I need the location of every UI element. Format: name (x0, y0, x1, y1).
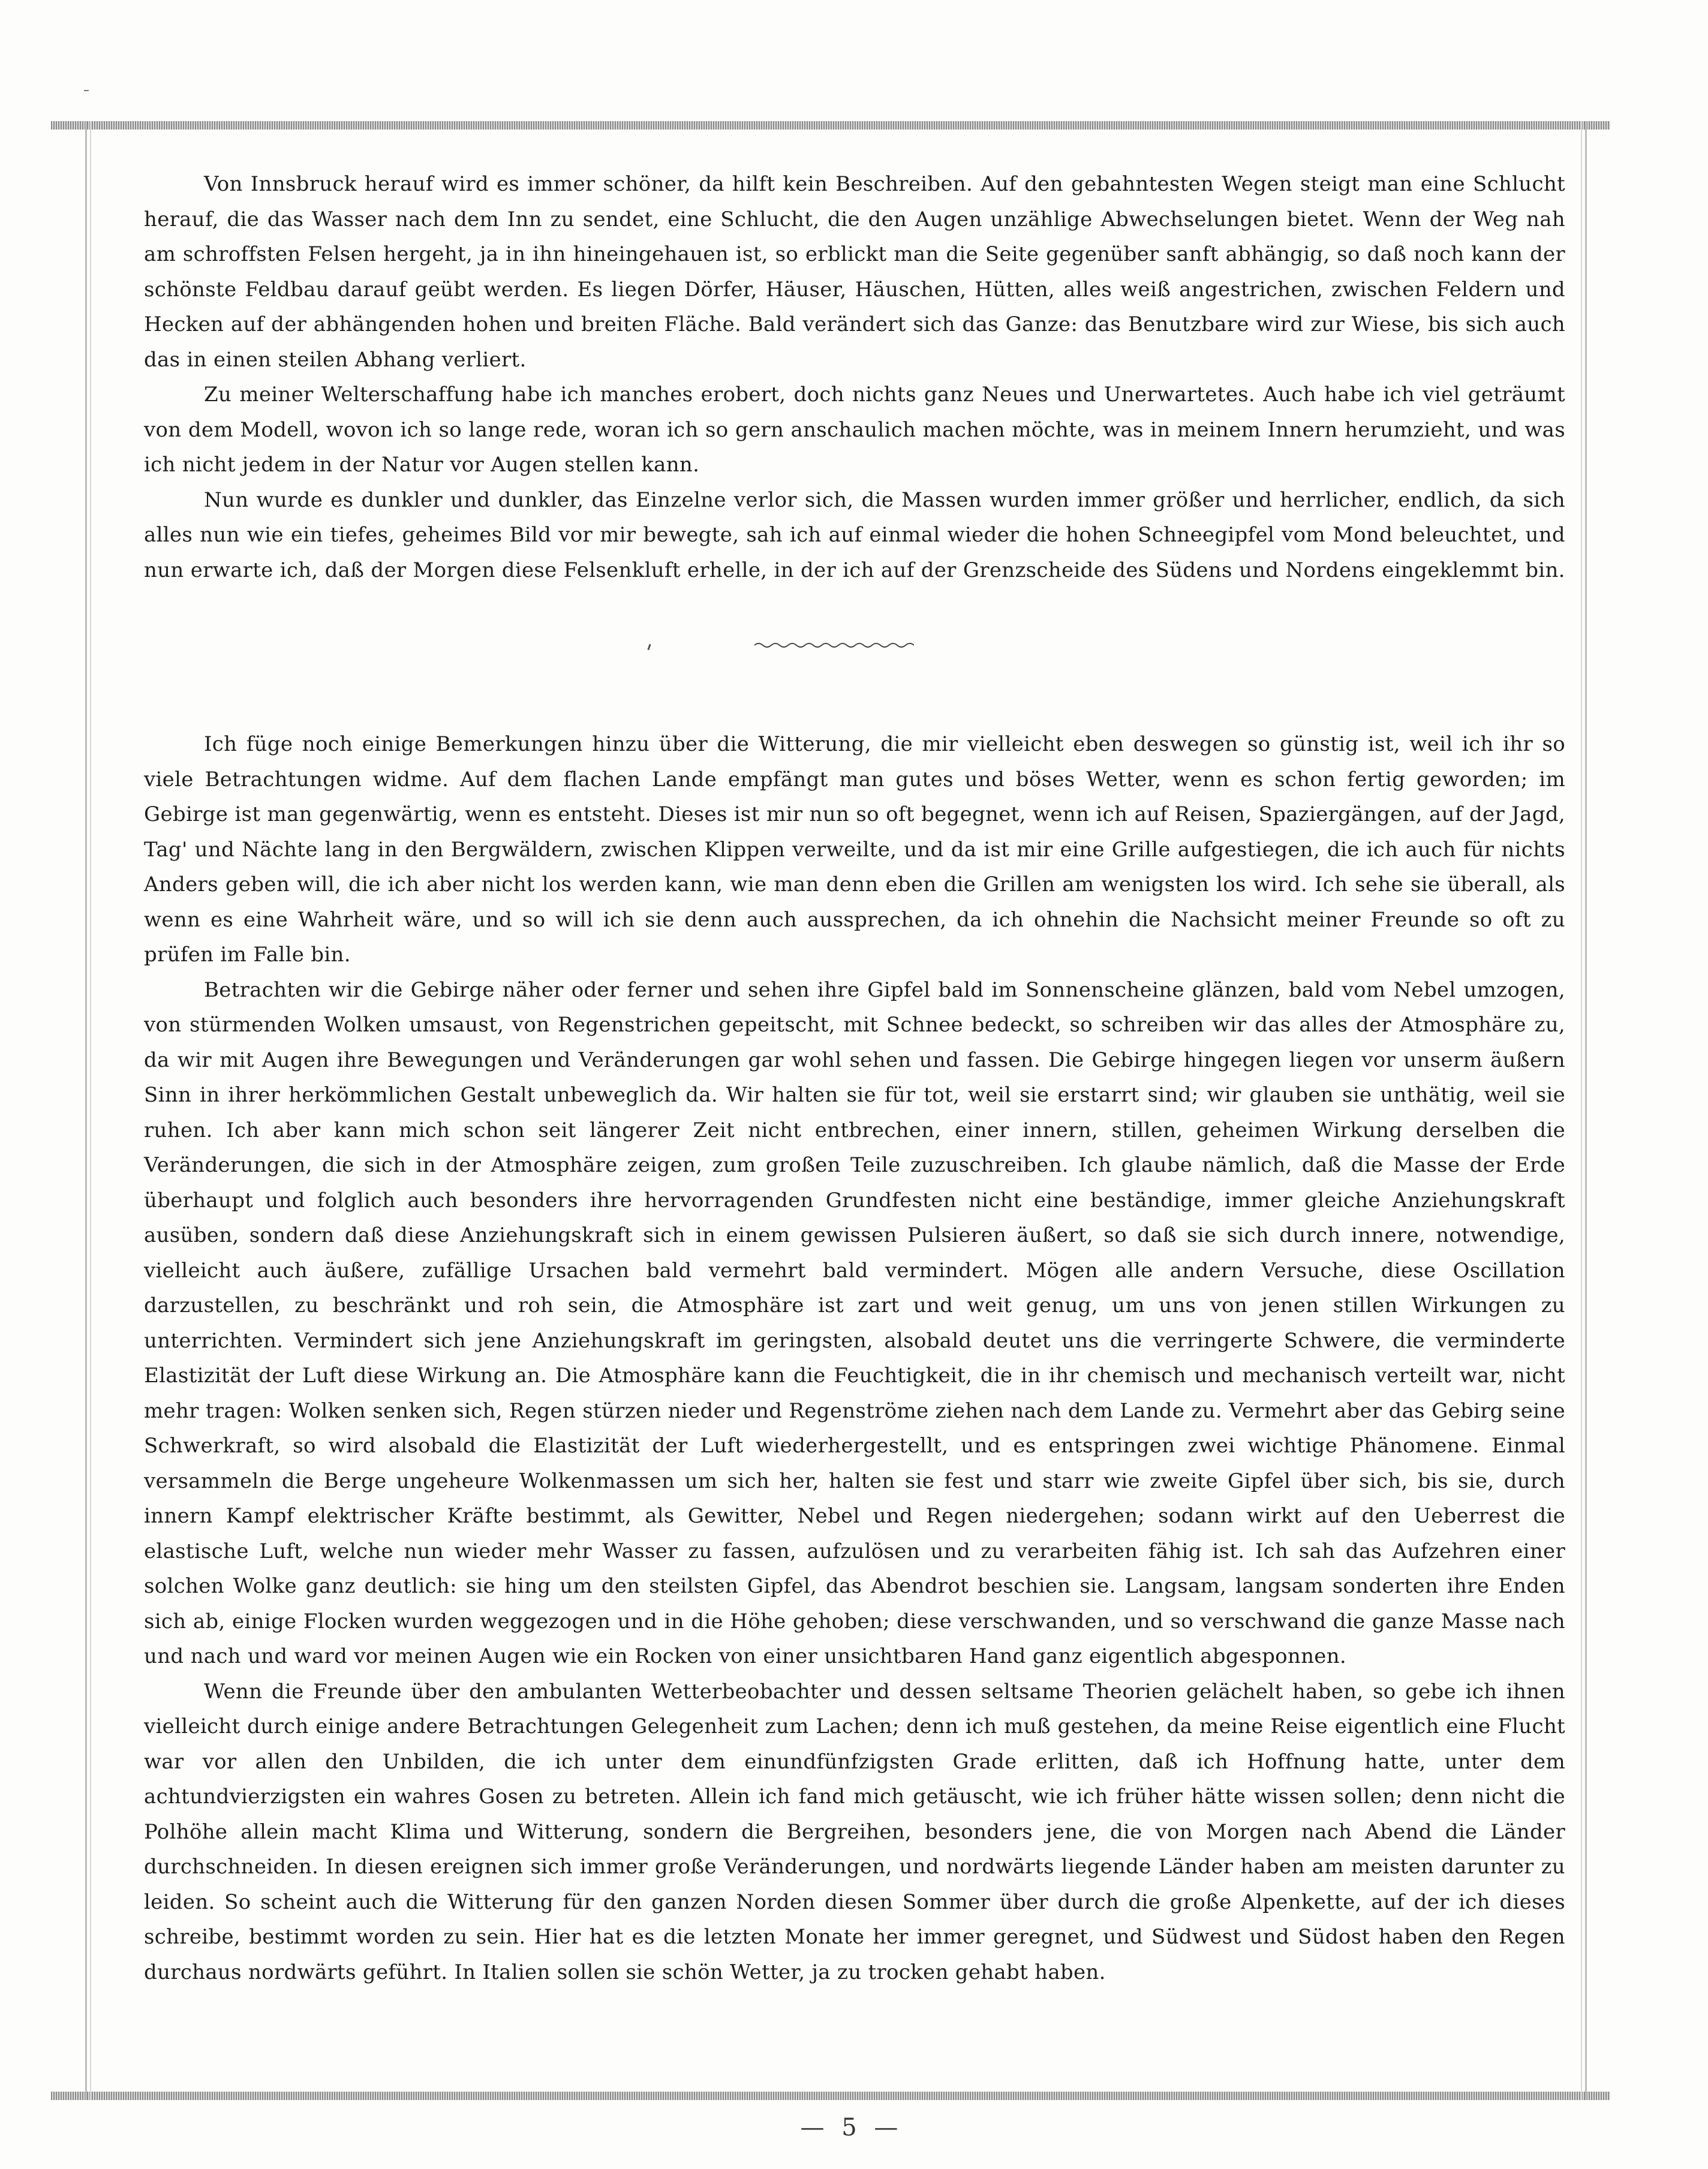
stray-mark (647, 644, 651, 650)
text-section-1 (144, 167, 1565, 588)
right-border-line (1585, 121, 1587, 2100)
corner-tick-mark (84, 90, 89, 91)
paragraph: Ich füge noch einige Bemerkungen hinzu über die Witterung, die mir vielleicht eben deswegen so günstig ist, weil ich ihr so viele Betrachtungen widme. Auf dem flachen Lande empfängt man gutes und böses Wetter, wenn es schon fertig geworden; im Gebirge ist man gegenwärtig, wenn es entsteht. Dieses ist mir nun so oft begegnet, wenn ich auf Reisen, Spaziergängen, auf der Jagd, Tag' und Nächte lang in den Bergwäldern, zwischen Klippen verweilte, und da ist mir eine Grille aufgestiegen, die ich auch für nichts Anders geben will, die ich aber nicht los werden kann, wie man denn eben die Grillen am wenigsten los wird. Ich sehe sie überall, als wenn es eine Wahrheit wäre, und so will ich sie denn auch aussprechen, da ich ohnehin die Nachsicht meiner Freunde so oft zu prüfen im Falle bin. (144, 732, 1565, 967)
right-inner-border-line (1581, 121, 1582, 2100)
paragraph: Betrachten wir die Gebirge näher oder ferner und sehen ihre Gipfel bald im Sonnenscheine glänzen, bald vom Nebel umzogen, von stürmenden Wolken umsaust, von Regenstrichen gepeitscht, mit Schnee bedeckt, so schreiben wir das alles der Atmosphäre zu, da wir mit Augen ihre Bewegungen und Veränderungen gar wohl sehen und fassen. Die Gebirge hingegen liegen vor unserm äußern Sinn in ihrer herkömmlichen Gestalt unbeweglich da. Wir halten sie für tot, weil sie erstarrt sind; wir glauben sie unthätig, weil sie ruhen. Ich aber kann mich schon seit längerer Zeit nicht entbrechen, einer innern, stillen, geheimen Wirkung derselben die Veränderungen, die sich in der Atmosphäre zeigen, zum großen Teile zuzuschreiben. Ich glaube nämlich, daß die Masse der Erde überhaupt und folglich auch besonders ihre hervorragenden Grundfesten nicht eine beständige, immer gleiche Anziehungskraft ausüben, sondern daß diese Anziehungskraft sich in einem gewissen Pulsieren äußert, so daß sie sich durch innere, notwendige, vielleicht auch äußere, zufällige Ursachen bald vermehrt bald vermindert. Mögen alle andern Versuche, diese Oscillation darzustellen, zu beschränkt und roh sein, die Atmosphäre ist zart und weit genug, um uns von jenen stillen Wirkungen zu unterrichten. Vermindert sich jene Anziehungskraft im geringsten, alsobald deutet uns die verringerte Schwere, die verminderte Elastizität der Luft diese Wirkung an. Die Atmosphäre kann die Feuchtigkeit, die in ihr chemisch und mechanisch verteilt war, nicht mehr tragen: Wolken senken sich, Regen stürzen nieder und Regenströme ziehen nach dem Lande zu. Vermehrt aber das Gebirg seine Schwerkraft, so wird alsobald die Elastizität der Luft wiederhergestellt, und es entspringen zwei wichtige Phänomene. Einmal versammeln die Berge ungeheure Wolkenmassen um sich her, halten sie fest und starr wie zweite Gipfel über sich, bis sie, durch innern Kampf elektrischer Kräfte bestimmt, als Gewitter, Nebel und Regen niedergehen; sodann wirkt auf den Ueberrest die elastische Luft, welche nun wieder mehr Wasser zu fassen, aufzulösen und zu verarbeiten fähig ist. Ich sah das Aufzehren einer solchen Wolke ganz deutlich: sie hing um den steilsten Gipfel, das Abendrot beschien sie. Langsam, langsam sonderten ihre Enden sich ab, einige Flocken wurden weggezogen und in die Höhe gehoben; diese verschwanden, und so verschwand die ganze Masse nach und nach und ward vor meinen Augen wie ein Rocken von einer unsichtbaren Hand ganz eigentlich abgesponnen. (144, 977, 1565, 1668)
bottom-border-rule (51, 2092, 1610, 2100)
top-border-rule (51, 121, 1610, 130)
paragraph: Nun wurde es dunkler und dunkler, das Einzelne verlor sich, die Massen wurden immer größer und herrlicher, endlich, da sich alles nun wie ein tiefes, geheimes Bild vor mir bewegte, sah ich auf einmal wieder die hohen Schneegipfel vom Mond beleuchtet, und nun erwarte ich, daß der Morgen diese Felsenkluft erhelle, in der ich auf der Grenzscheide des Südens und Nordens eingeklemmt bin. (144, 488, 1565, 582)
text-section-2 (144, 727, 1565, 1990)
paragraph: Wenn die Freunde über den ambulanten Wetterbeobachter und dessen seltsame Theorien gelächelt haben, so gebe ich ihnen vielleicht durch einige andere Betrachtungen Gelegenheit zum Lachen; denn ich muß gestehen, da meine Reise eigentlich eine Flucht war vor allen den Unbilden, die ich unter dem einundfünfzigsten Grade erlitten, daß ich Hoffnung hatte, unter dem achtundvierzigsten ein wahres Gosen zu betreten. Allein ich fand mich getäuscht, wie ich früher hätte wissen sollen; denn nicht die Polhöhe allein macht Klima und Witterung, sondern die Bergreihen, besonders jene, die von Morgen nach Abend die Länder durchschneiden. In diesen ereignen sich immer große Veränderungen, und nordwärts liegende Länder haben am meisten darunter zu leiden. So scheint auch die Witterung für den ganzen Norden diesen Sommer über durch die große Alpenkette, auf der ich dieses schreibe, bestimmt worden zu sein. Hier hat es die letzten Monate her immer geregnet, und Südwest und Südost haben den Regen durchaus nordwärts geführt. In Italien sollen sie schön Wetter, ja zu trocken gehabt haben. (144, 1679, 1565, 1984)
left-border-line (85, 121, 87, 2100)
wavy-divider-ornament (754, 639, 914, 651)
paragraph: Von Innsbruck herauf wird es immer schöner, da hilft kein Beschreiben. Auf den gebahntesten Wegen steigt man eine Schlucht herauf, die das Wasser nach dem Inn zu sendet, eine Schlucht, die den Augen unzählige Abwechselungen bietet. Wenn der Weg nah am schroffsten Felsen hergeht, ja in ihn hineingehauen ist, so erblickt man die Seite gegenüber sanft abhängig, so daß noch kann der schönste Feldbau darauf geübt werden. Es liegen Dörfer, Häuser, Häuschen, Hütten, alles weiß angestrichen, zwischen Feldern und Hecken auf der abhängenden hohen und breiten Fläche. Bald verändert sich das Ganze: das Benutzbare wird zur Wiese, bis sich auch das in einen steilen Abhang verliert. (144, 172, 1565, 372)
left-inner-border-line (90, 121, 91, 2100)
page-number: — 5 — (800, 2114, 903, 2141)
paragraph: Zu meiner Welterschaffung habe ich manches erobert, doch nichts ganz Neues und Unerwartetes. Auch habe ich viel geträumt von dem Modell, wovon ich so lange rede, woran ich so gern anschaulich machen möchte, was in meinem Innern herumzieht, und was ich nicht jedem in der Natur vor Augen stellen kann. (144, 383, 1565, 477)
